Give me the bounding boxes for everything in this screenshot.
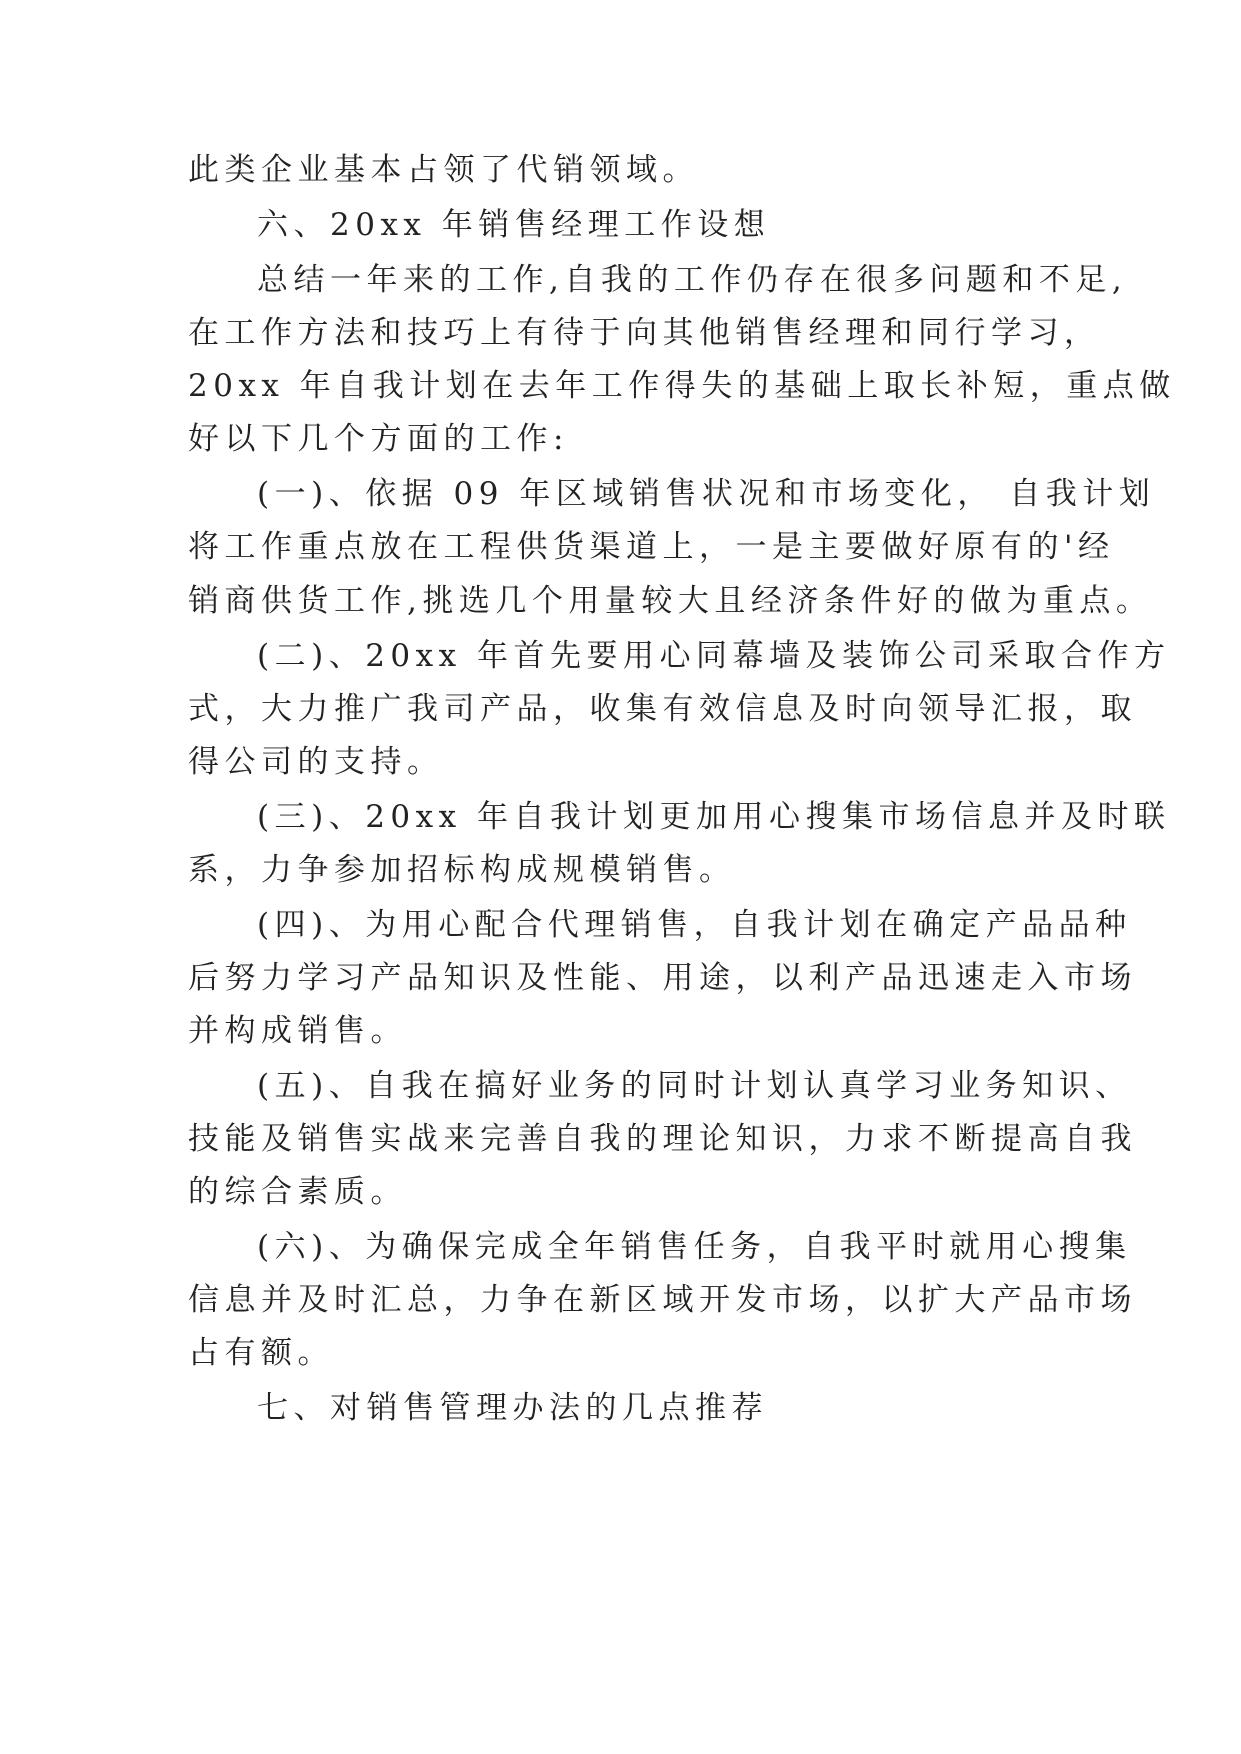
- text-line: (四)、为用心配合代理销售，自我计划在确定产品品种: [257, 907, 1132, 943]
- text-line: 式，大力推广我司产品，收集有效信息及时向领导汇报，取: [188, 691, 1137, 727]
- text-line: 此类企业基本占领了代销领域。: [188, 152, 699, 188]
- text-line: (二)、20xx 年首先要用心同幕墙及装饰公司采取合作方: [257, 638, 1171, 674]
- text-line: (三)、20xx 年自我计划更加用心搜集市场信息并及时联: [257, 799, 1171, 835]
- text-line: 系，力争参加招标构成规模销售。: [188, 852, 736, 888]
- text-line: 技能及销售实战来完善自我的理论知识，力求不断提高自我: [188, 1121, 1137, 1157]
- text-line: 在工作方法和技巧上有待于向其他销售经理和同行学习，: [188, 315, 1101, 351]
- text-line: 销商供货工作,挑选几个用量较大且经济条件好的做为重点。: [188, 583, 1153, 619]
- text-line: 后努力学习产品知识及性能、用途，以利产品迅速走入市场: [188, 960, 1137, 996]
- text-line: 并构成销售。: [188, 1013, 407, 1049]
- text-line: (一)、依据 09 年区域销售状况和市场变化， 自我计划: [257, 476, 1156, 512]
- text-line: 信息并及时汇总，力争在新区域开发市场，以扩大产品市场: [188, 1282, 1137, 1318]
- section-heading: 七、对销售管理办法的几点推荐: [257, 1390, 768, 1426]
- section-heading: 六、20xx 年销售经理工作设想: [257, 207, 771, 243]
- text-line: 总结一年来的工作,自我的工作仍存在很多问题和不足,: [257, 262, 1128, 298]
- text-line: 将工作重点放在工程供货渠道上，一是主要做好原有的'经: [188, 529, 1115, 565]
- text-line: (五)、自我在搞好业务的同时计划认真学习业务知识、: [257, 1068, 1132, 1104]
- text-line: 占有额。: [188, 1335, 334, 1371]
- text-line: 得公司的支持。: [188, 744, 444, 780]
- text-line: 好以下几个方面的工作:: [188, 421, 569, 457]
- text-line: 的综合素质。: [188, 1174, 407, 1210]
- text-line: 20xx 年自我计划在去年工作得失的基础上取长补短，重点做: [188, 368, 1176, 404]
- text-line: (六)、为确保完成全年销售任务，自我平时就用心搜集: [257, 1229, 1132, 1265]
